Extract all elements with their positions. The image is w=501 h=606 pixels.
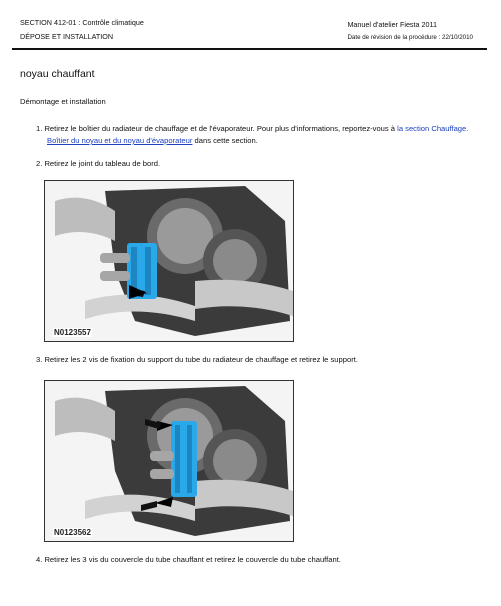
manual-title: Manuel d'atelier Fiesta 2011 — [347, 20, 437, 29]
step-4: 4. Retirez les 3 vis du couvercle du tube chauffant et retirez le couvercle du tube chauffant. — [36, 555, 341, 564]
step-3: 3. Retirez les 2 vis de fixation du support du tube du radiateur de chauffage et retirez le support. — [36, 355, 358, 364]
heater-core-illustration-2 — [45, 381, 293, 541]
section-title: SECTION 412-01 : Contrôle climatique — [20, 18, 144, 27]
figure-2 — [44, 380, 294, 542]
figure-1 — [44, 180, 294, 342]
header-divider — [12, 48, 487, 50]
section-subtitle: DÉPOSE ET INSTALLATION — [20, 32, 114, 41]
header-left — [20, 16, 144, 44]
step-2: 2. Retirez le joint du tableau de bord. — [36, 159, 161, 168]
page-title: noyau chauffant — [20, 68, 95, 80]
step-1 — [36, 123, 486, 147]
header-right — [347, 18, 473, 44]
link-boitier-noyau[interactable]: Boîtier du noyau et du noyau d'évaporateur — [47, 136, 193, 145]
link-section-chauffage[interactable]: la section Chauffage. — [397, 124, 469, 133]
step-1-text-after: dans cette section. — [192, 136, 258, 145]
step-1-text: 1. Retirez le boîtier du radiateur de chauffage et de l'évaporateur. Pour plus d'informations, reportez-vous à — [36, 124, 398, 133]
figure-1-label: N0123557 — [54, 328, 91, 337]
page-subtitle: Démontage et installation — [20, 97, 106, 106]
figure-2-label: N0123562 — [54, 528, 91, 537]
revision-date: Date de révision de la procédure : 22/10/2010 — [347, 34, 473, 41]
heater-core-illustration-1 — [45, 181, 293, 341]
